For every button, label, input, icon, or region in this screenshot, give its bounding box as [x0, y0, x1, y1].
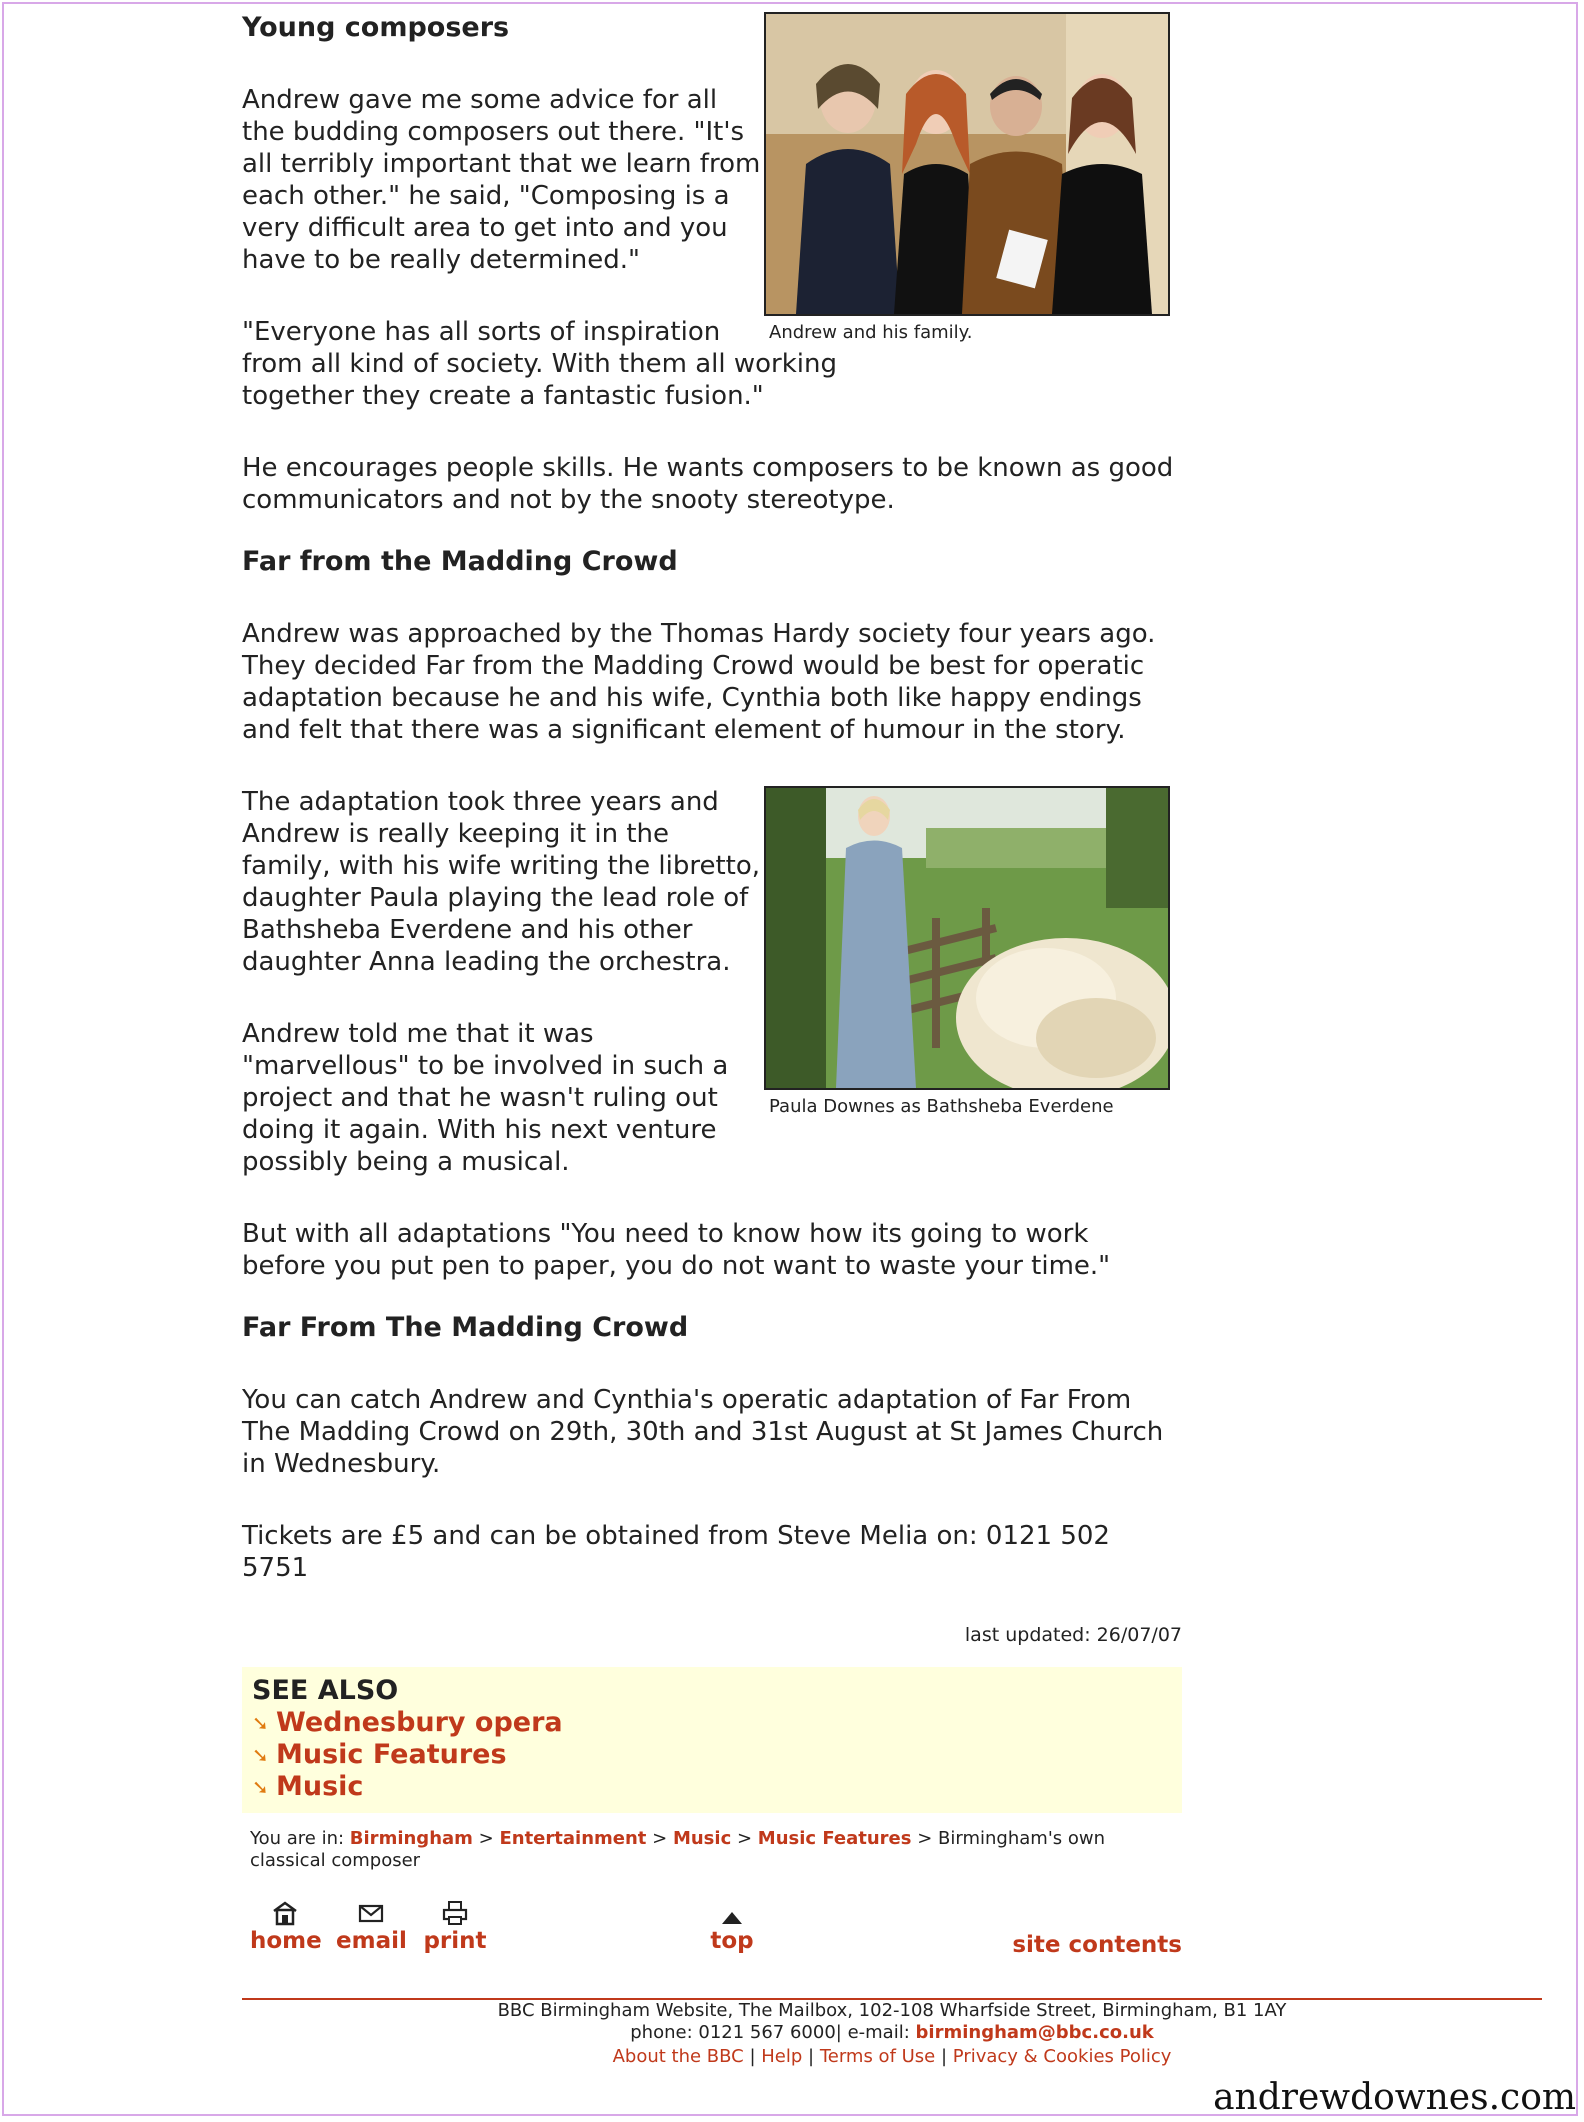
footer-link-help[interactable]: Help [761, 2046, 803, 2067]
arrow-icon: ➘ [252, 1711, 269, 1735]
site-contents-link[interactable]: site contents [1012, 1932, 1182, 1958]
paragraph: Andrew was approached by the Thomas Hardy society four years ago. They decided Far from the Madding Crowd would be best for operatic adaptation because he and his wife, Cynthia both like happy endings and felt that there was a significant element of humour in the story. [242, 619, 1156, 745]
breadcrumb-music-features[interactable]: Music Features [757, 1828, 912, 1849]
see-also-link-label: Wednesbury opera [276, 1707, 563, 1738]
see-also-link-label: Music [276, 1771, 364, 1802]
see-also-link-label: Music Features [276, 1739, 507, 1770]
breadcrumb-prefix: You are in: [250, 1828, 345, 1849]
family-photo-caption: Andrew and his family. [769, 322, 973, 343]
home-button[interactable] [250, 1900, 320, 1954]
footer-email-link[interactable]: birmingham@bbc.co.uk [915, 2022, 1154, 2043]
family-photo-image [766, 14, 1168, 314]
breadcrumb-separator: > [652, 1828, 668, 1849]
paula-photo-caption: Paula Downes as Bathsheba Everdene [769, 1096, 1114, 1117]
breadcrumb-separator: > [917, 1828, 933, 1849]
footer-links: About the BBC | Help | Terms of Use | Privacy & Cookies Policy [612, 2046, 1172, 2067]
paragraph: But with all adaptations "You need to know how its going to work before you put pen to paper, you do not want to waste your time." [242, 1219, 1111, 1281]
footer-link-privacy[interactable]: Privacy & Cookies Policy [952, 2046, 1172, 2067]
paragraph: You can catch Andrew and Cynthia's operatic adaptation of Far From The Madding Crowd on 29th, 30th and 31st August at St James Church in Wednesbury. [242, 1385, 1164, 1479]
paragraph: He encourages people skills. He wants composers to be known as good communicators and not by the snooty stereotype. [242, 453, 1174, 515]
breadcrumb-entertainment[interactable]: Entertainment [499, 1828, 647, 1849]
home-label: home [250, 1928, 322, 1954]
paula-photo-image [766, 788, 1168, 1088]
top-button[interactable] [704, 1908, 760, 1954]
envelope-icon [357, 1900, 385, 1926]
paragraph: Andrew gave me some advice for all the budding composers out there. "It's all terribly important that we learn from each other." he said, "Composing is a very difficult area to get into and you have to be really determined." [242, 85, 761, 275]
footer-contact [242, 2022, 1542, 2044]
top-label: top [710, 1928, 754, 1954]
footer-link-about-bbc[interactable]: About the BBC [612, 2046, 744, 2067]
see-also-link-music-features[interactable] [252, 1739, 1172, 1771]
family-photo [764, 12, 1170, 316]
paragraph: from all kind of society. With them all working together they create a fantastic fusion." [242, 349, 837, 411]
footer-phone: phone: 0121 567 6000| e-mail: [630, 2022, 910, 2043]
print-label: print [423, 1928, 487, 1954]
heading-event: Far From The Madding Crowd [242, 1312, 689, 1343]
email-button[interactable] [336, 1900, 406, 1954]
breadcrumb-current: Birmingham's own classical composer [250, 1828, 1106, 1871]
arrow-icon: ➘ [252, 1775, 269, 1799]
heading-young-composers: Young composers [242, 12, 510, 43]
home-icon [271, 1900, 299, 1926]
breadcrumb-music[interactable]: Music [672, 1828, 732, 1849]
breadcrumb-separator: > [478, 1828, 494, 1849]
breadcrumb-separator: > [736, 1828, 753, 1849]
arrow-icon: ➘ [252, 1743, 269, 1767]
printer-icon [441, 1900, 469, 1926]
paragraph: "Everyone has all sorts of inspiration [242, 317, 721, 347]
up-arrow-icon [720, 1908, 744, 1926]
footer-link-terms[interactable]: Terms of Use [819, 2046, 936, 2067]
see-also-link-music[interactable] [252, 1771, 1172, 1803]
last-updated: last updated: 26/07/07 [964, 1624, 1182, 1646]
see-also-link-wednesbury-opera[interactable] [252, 1707, 1172, 1739]
see-also-title: SEE ALSO [252, 1675, 399, 1706]
paragraph: The adaptation took three years and Andrew is really keeping it in the family, with his wife writing the libretto, daughter Paula playing the lead role of Bathsheba Everdene and his other daughter Anna leading the orchestra. [242, 787, 761, 977]
paragraph: Andrew told me that it was "marvellous" to be involved in such a project and that he wasn't ruling out doing it again. With his next venture possibly being a musical. [242, 1019, 729, 1177]
email-label: email [336, 1928, 407, 1954]
breadcrumb-birmingham[interactable]: Birmingham [349, 1828, 473, 1849]
paula-photo [764, 786, 1170, 1090]
watermark: andrewdownes.com [1213, 2077, 1576, 2118]
see-also-box [242, 1667, 1182, 1813]
paragraph: Tickets are £5 and can be obtained from Steve Melia on: 0121 502 5751 [242, 1521, 1110, 1583]
heading-far-from-madding-crowd: Far from the Madding Crowd [242, 546, 678, 577]
breadcrumb [250, 1828, 1150, 1872]
footer-address: BBC Birmingham Website, The Mailbox, 102-108 Wharfside Street, Birmingham, B1 1AY [497, 2000, 1287, 2021]
print-button[interactable] [420, 1900, 490, 1954]
